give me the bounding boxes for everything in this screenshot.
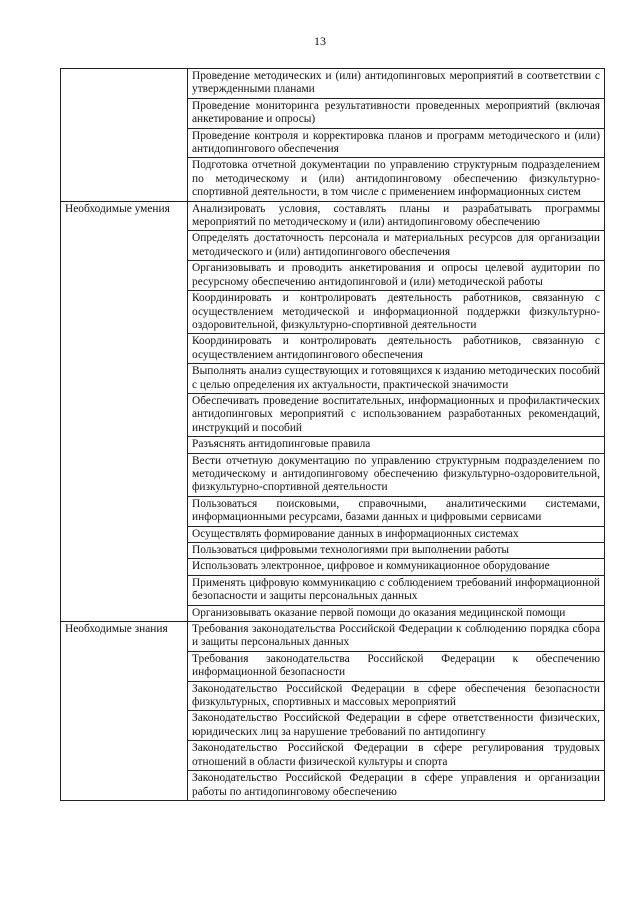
requirement-item: Осуществлять формирование данных в информационных системах — [188, 526, 605, 542]
table-row — [61, 201, 605, 231]
requirement-item: Анализировать условия, составлять планы и разрабатывать программы мероприятий по методическому и (или) антидопинговому обеспечению — [188, 201, 605, 231]
requirement-item: Требования законодательства Российской Федерации к соблюдению порядка сбора и защиты персональных данных — [188, 622, 605, 652]
requirement-item: Законодательство Российской Федерации в сфере управления и организации работы по антидопинговому обеспечению — [188, 771, 605, 801]
section-label — [61, 69, 188, 202]
requirement-item: Организовывать оказание первой помощи до оказания медицинской помощи — [188, 605, 605, 621]
requirement-item: Требования законодательства Российской Федерации к обеспечению информационной безопасности — [188, 651, 605, 681]
requirement-item: Координировать и контролировать деятельность работников, связанную с осуществлением антидопингового обеспечения — [188, 334, 605, 364]
requirement-item: Использовать электронное, цифровое и коммуникационное оборудование — [188, 559, 605, 575]
page-number: 13 — [314, 34, 326, 48]
requirement-item: Обеспечивать проведение воспитательных, информационных и профилактических антидопинговых мероприятий с использованием разработанных рекомендаций, инструкций и пособий — [188, 393, 605, 436]
table-row — [61, 622, 605, 652]
requirement-item: Разъяснять антидопинговые правила — [188, 437, 605, 453]
requirement-item: Законодательство Российской Федерации в сфере регулирования трудовых отношений в области физической культуры и спорта — [188, 741, 605, 771]
requirements-table — [60, 68, 605, 801]
requirement-item: Координировать и контролировать деятельность работников, связанную с осуществлением методической и информационной поддержки физкультурно-оздоровительной, физкультурно-спортивной деятельности — [188, 291, 605, 334]
requirement-item: Пользоваться цифровыми технологиями при выполнении работы — [188, 543, 605, 559]
requirements-table-body — [61, 69, 605, 801]
requirement-item: Применять цифровую коммуникацию с соблюдением требований информационной безопасности и защиты персональных данных — [188, 575, 605, 605]
requirement-item: Проведение контроля и корректировка планов и программ методического и (или) антидопингового обеспечения — [188, 128, 605, 158]
requirement-item: Проведение методических и (или) антидопинговых мероприятий в соответствии с утвержденными планами — [188, 69, 605, 99]
requirement-item: Вести отчетную документацию по управлению структурным подразделением по методическому и антидопинговому обеспечению физкультурно-оздоровительной, физкультурно-спортивной деятельности — [188, 453, 605, 496]
requirement-item: Организовывать и проводить анкетирования и опросы целевой аудитории по ресурсному обеспечению антидопинговой и (или) методической работы — [188, 261, 605, 291]
requirement-item: Пользоваться поисковыми, справочными, аналитическими системами, информационными ресурсами, базами данных и цифровыми сервисами — [188, 496, 605, 526]
table-row — [61, 69, 605, 99]
requirement-item: Выполнять анализ существующих и готовящихся к изданию методических пособий с целью определения их актуальности, практической значимости — [188, 364, 605, 394]
section-label: Необходимые умения — [61, 201, 188, 621]
requirement-item: Проведение мониторинга результативности проведенных мероприятий (включая анкетирование и опросы) — [188, 98, 605, 128]
section-label: Необходимые знания — [61, 622, 188, 801]
requirement-item: Законодательство Российской Федерации в сфере обеспечения безопасности физкультурных, спортивных и массовых мероприятий — [188, 681, 605, 711]
requirement-item: Законодательство Российской Федерации в сфере ответственности физических, юридических лиц за нарушение требований по антидопингу — [188, 711, 605, 741]
requirement-item: Определять достаточность персонала и материальных ресурсов для организации методического и (или) антидопингового обеспечения — [188, 231, 605, 261]
requirement-item: Подготовка отчетной документации по управлению структурным подразделением по методическому и (или) антидопинговому обеспечению физкультурно-спортивной деятельности, в том числе с применением информационных систем — [188, 158, 605, 201]
